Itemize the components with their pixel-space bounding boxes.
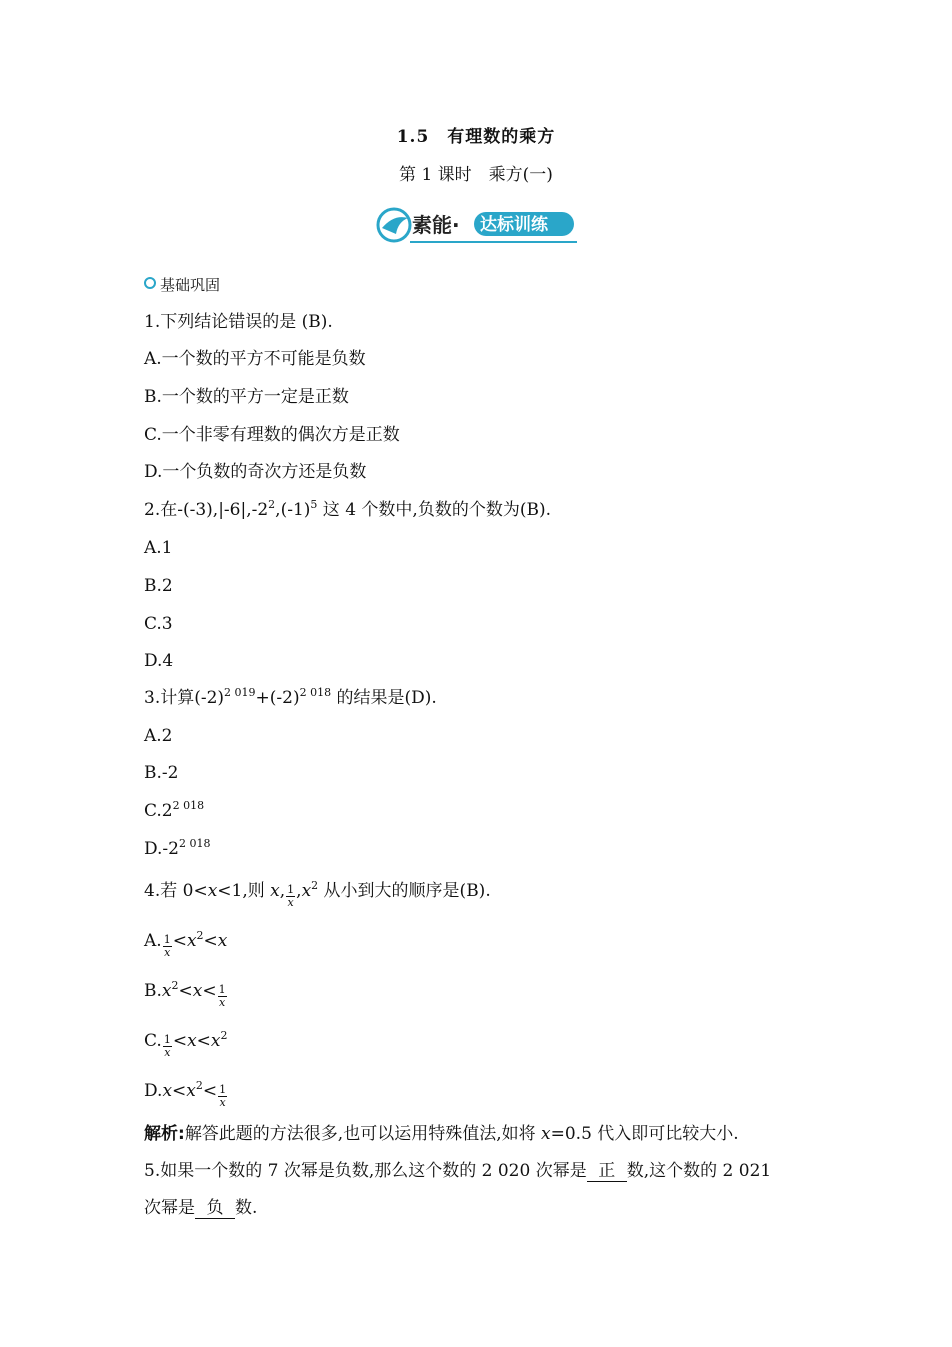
q3-option-d: $D.-2^{2 018}$ [144,837,211,859]
q4-option-b: $B.x^2<x<$ $\frac{1}{x}$ [144,979,226,1009]
fraction-one-over-x: $\frac{1}{x}$ [287,883,295,909]
q3-option-a: A.2 [144,726,173,746]
q5-line1: 5.如果一个数的 7 次幂是负数,那么这个数的 2 020 次幂是 正 数,这个数的 2 021 [144,1161,772,1181]
q5-answer-2: 负 [195,1198,235,1219]
q4-option-a: A. $\frac{1}{x}$ $<x^2<x$ [144,929,228,959]
banner-title-right: 达标训练 [480,215,548,235]
q1-option-b: B.一个数的平方一定是正数 [144,387,349,407]
q1-option-a: A.一个数的平方不可能是负数 [144,349,366,369]
q3-option-c: $C.2^{2 018}$ [144,799,205,821]
q3-option-b: B.-2 [144,763,179,783]
q2-option-d: D.4 [144,651,174,671]
q2-option-b: B.2 [144,576,173,596]
q4-stem: 4.若 0<x<1,则 x, $\frac{1}{x}$ $,x^2$ 从小到大的顺序是(B). [144,879,491,909]
q5-answer-1: 正 [587,1161,627,1182]
q2-option-c: C.3 [144,614,173,634]
q5-line2: 次幂是 负 数. [144,1198,258,1218]
lesson-subtitle: 第 1 课时 乘方(一) [399,165,553,185]
section-banner [372,200,582,246]
q4-option-d: $D.x<x^2<$ $\frac{1}{x}$ [144,1079,227,1109]
analysis-note: 解析:解答此题的方法很多,也可以运用特殊值法,如将 x=0.5 代入即可比较大小. [144,1124,739,1144]
q1-option-d: D.一个负数的奇次方还是负数 [144,462,367,482]
section-bullet-icon [144,277,156,289]
q2-stem: 2.在$-(-3),|-6|,-2^2,(-1)^5$ 这 4 个数中,负数的个数为(B). [144,498,551,520]
q3-stem: 3.计算$(-2)^{2 019}+(-2)^{2 018}$ 的结果是(D). [144,686,437,708]
section-heading: 基础巩固 [144,273,220,297]
q2-option-a: A.1 [144,538,173,558]
q1-option-c: C.一个非零有理数的偶次方是正数 [144,425,400,445]
page-title: 1.5 有理数的乘方 [396,127,556,147]
q1-stem: 1.下列结论错误的是 (B). [144,312,333,332]
q4-option-c: C. $\frac{1}{x}$ $<x<x^2$ [144,1029,228,1059]
banner-title-left: 素能· [412,213,460,237]
